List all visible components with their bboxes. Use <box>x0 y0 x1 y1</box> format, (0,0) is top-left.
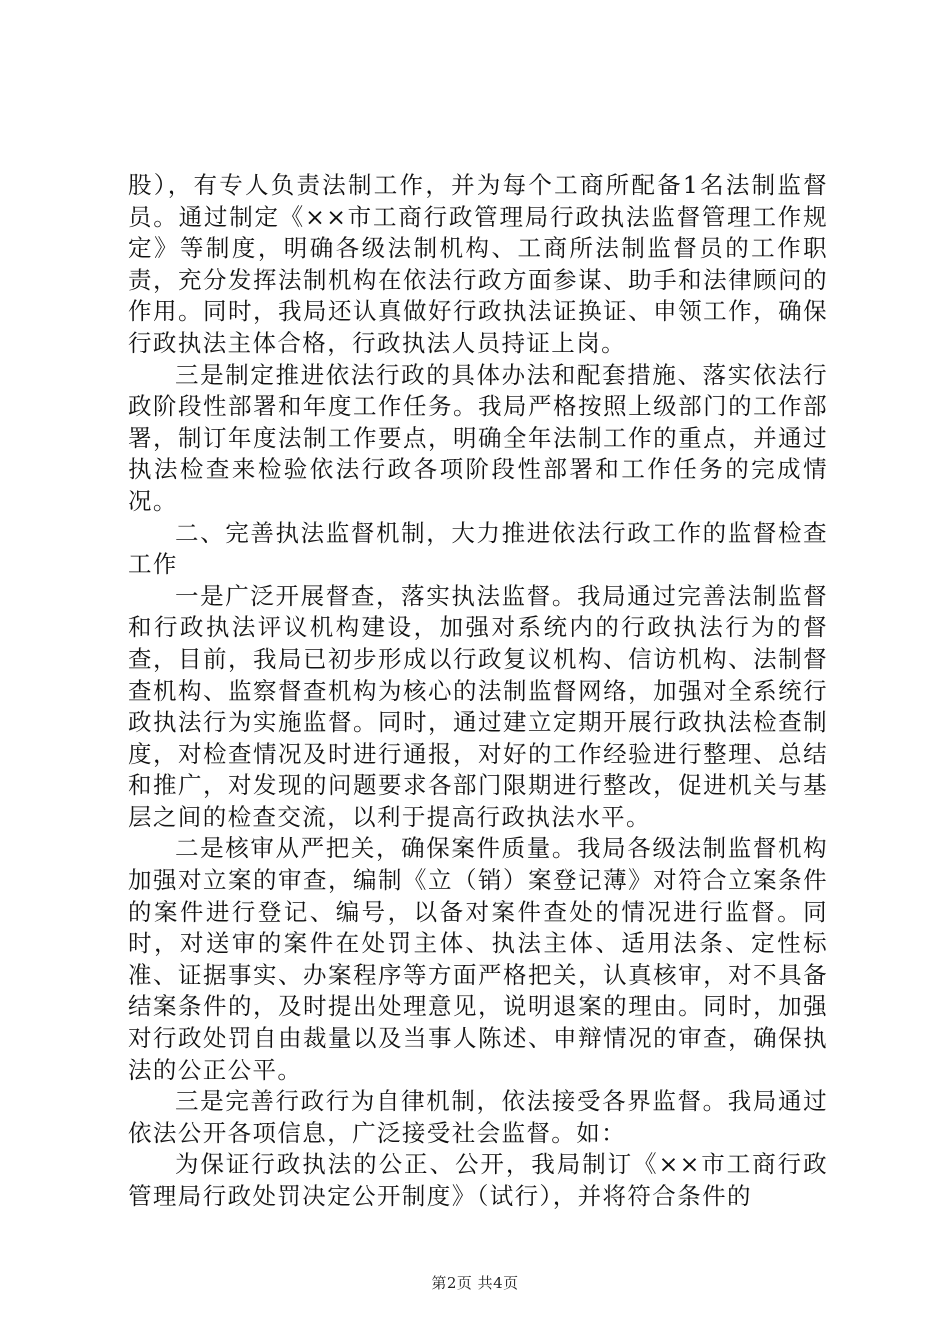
paragraph-1: 股），有专人负责法制工作，并为每个工商所配备1名法制监督员。通过制定《××市工商行政管理局行政执法监督管理工作规定》等制度，明确各级法制机构、工商所法制监督员的工作职责，充分发挥法制机构在依法行政方面参谋、助手和法律顾问的作用。同时，我局还认真做好行政执法证换证、申领工作，确保行政执法主体合格，行政执法人员持证上岗。 <box>128 171 828 357</box>
section-heading: 二、完善执法监督机制，大力推进依法行政工作的监督检查工作 <box>128 518 828 579</box>
document-body <box>128 170 828 1213</box>
paragraph-3: 一是广泛开展督查，落实执法监督。我局通过完善法制监督和行政执法评议机构建设，加强对系统内的行政执法行为的督查，目前，我局已初步形成以行政复议机构、信访机构、法制督查机构、监察督查机构为核心的法制监督网络，加强对全系统行政执法行为实施监督。同时，通过建立定期开展行政执法检查制度，对检查情况及时进行通报，对好的工作经验进行整理、总结和推广，对发现的问题要求各部门限期进行整改，促进机关与基层之间的检查交流，以利于提高行政执法水平。 <box>128 581 828 831</box>
paragraph-4: 二是核审从严把关，确保案件质量。我局各级法制监督机构加强对立案的审查，编制《立（销）案登记薄》对符合立案条件的案件进行登记、编号，以备对案件查处的情况进行监督。同时，对送审的案件在处罚主体、执法主体、适用法条、定性标准、证据事实、办案程序等方面严格把关，认真核审，对不具备结案条件的，及时提出处理意见，说明退案的理由。同时，加强对行政处罚自由裁量以及当事人陈述、申辩情况的审查，确保执法的公正公平。 <box>128 834 828 1084</box>
paragraph-2: 三是制定推进依法行政的具体办法和配套措施、落实依法行政阶段性部署和年度工作任务。我局严格按照上级部门的工作部署，制订年度法制工作要点，明确全年法制工作的重点，并通过执法检查来检验依法行政各项阶段性部署和工作任务的完成情况。 <box>128 360 828 515</box>
paragraph-5: 三是完善行政行为自律机制，依法接受各界监督。我局通过依法公开各项信息，广泛接受社会监督。如： <box>128 1087 828 1147</box>
page-footer: 第2页 共4页 <box>431 1274 519 1292</box>
paragraph-6: 为保证行政执法的公正、公开，我局制订《××市工商行政管理局行政处罚决定公开制度》（试行），并将符合条件的 <box>128 1150 828 1210</box>
